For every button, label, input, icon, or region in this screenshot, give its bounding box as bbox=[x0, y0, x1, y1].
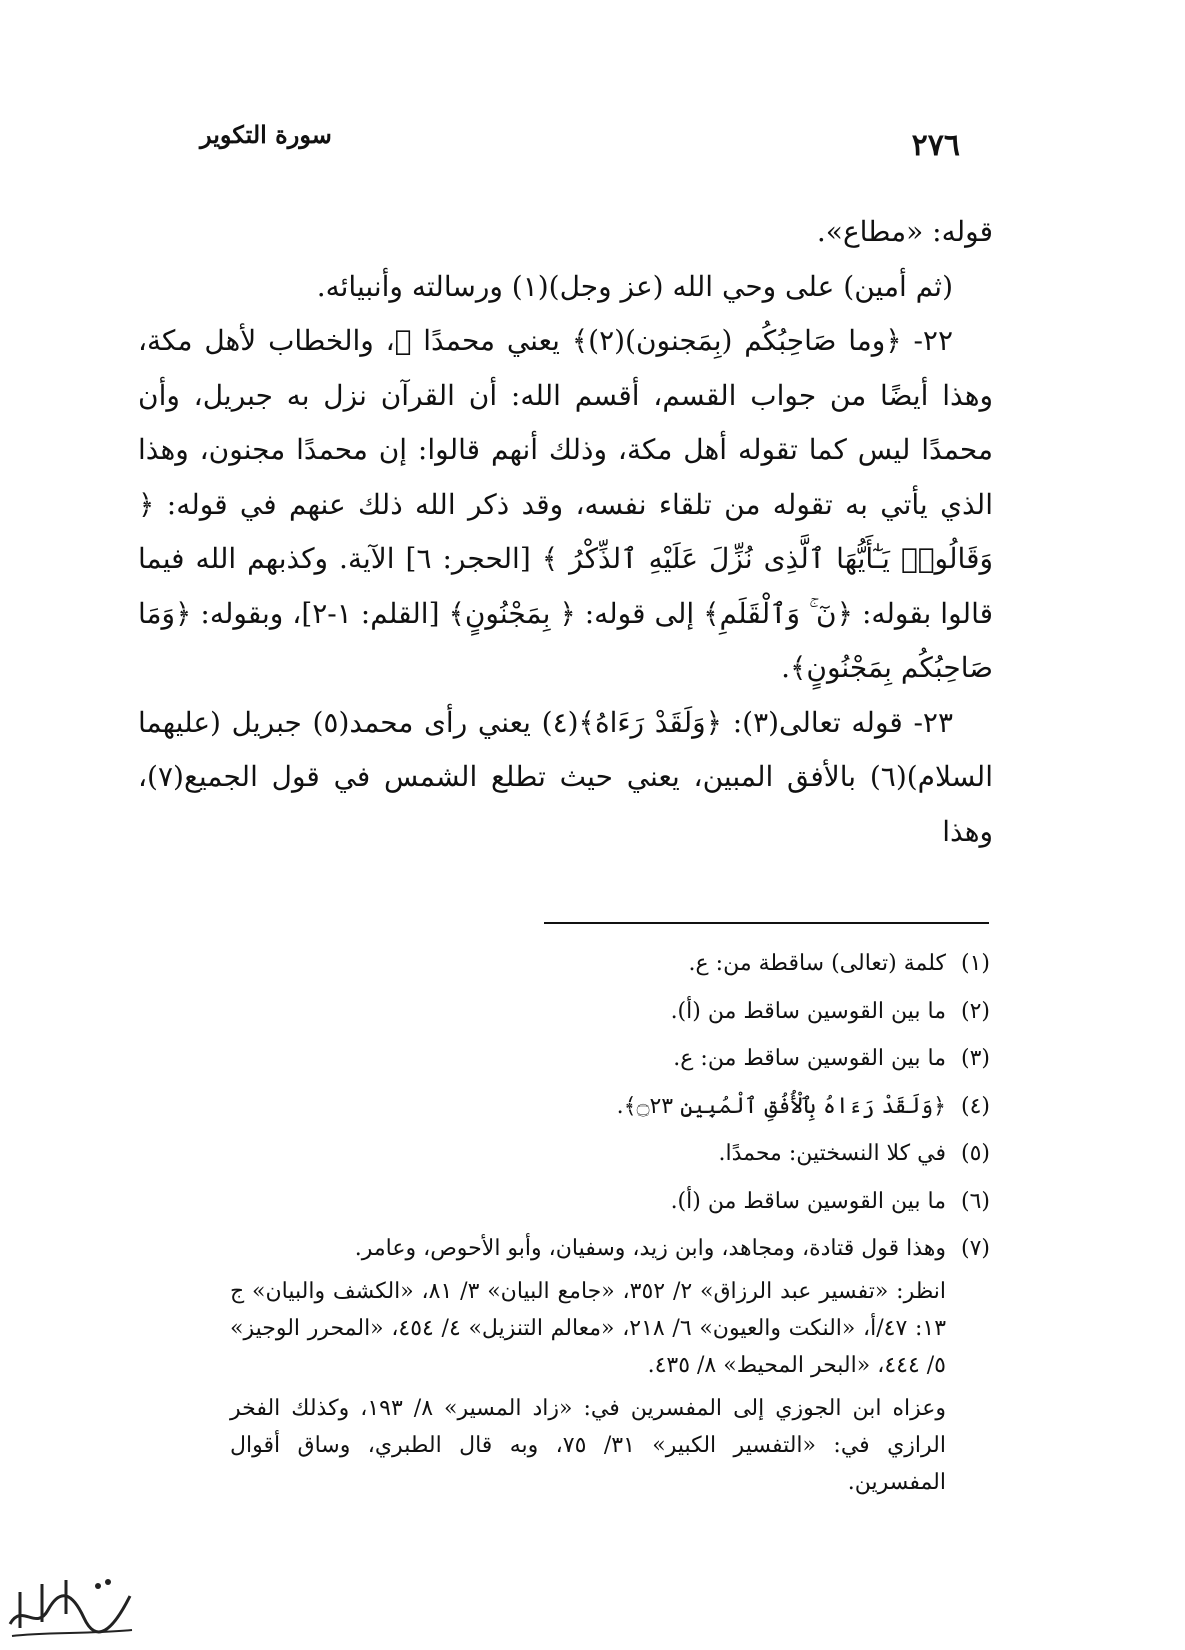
footnote-number: (٣) bbox=[960, 1046, 990, 1071]
footnote-text: وهذا قول قتادة، ومجاهد، وابن زيد، وسفيان، وأبو الأحوص، وعامر. bbox=[354, 1236, 946, 1261]
running-title: سورة التكوير bbox=[200, 120, 332, 149]
footnote-1 bbox=[230, 940, 990, 988]
paragraph-1: قوله: «مطاع». bbox=[816, 215, 993, 248]
publisher-logo bbox=[2, 1562, 140, 1646]
footnote-number: (٤) bbox=[960, 1093, 990, 1119]
footnote-number: (٢) bbox=[960, 998, 990, 1024]
footnote-text: في كلا النسختين: محمدًا. bbox=[718, 1141, 946, 1166]
logo-calligraphy-icon bbox=[2, 1562, 140, 1646]
footnote-7 bbox=[230, 1225, 990, 1501]
paragraph-3: ٢٢- ﴿وما صَاحِبُكُم (بِمَجنون)(٢)﴾ يعني محمدًا ﷺ، والخطاب لأهل مكة، وهذا أيضًا من جواب القسم، أقسم الله: أن القرآن نزل به جبريل، وأن محمدًا ليس كما تقوله أهل مكة، وذلك أنهم قالوا: إن محمدًا مجنون، وهذا الذي يأتي به تقوله من تلقاء نفسه، وقد ذكر الله ذلك عنهم في قوله: ﴿ وَقَالُوا۟ يَـٰٓأَيُّهَا ٱلَّذِى نُزِّلَ عَلَيْهِ ٱلذِّكْرُ ﴾ [الحجر: ٦] الآية. وكذبهم الله فيما قالوا بقوله: ﴿نٓ ۚ وَٱلْقَلَمِ﴾ إلى قوله: ﴿ بِمَجْنُونٍ﴾ [القلم: ١-٢]، وبقوله: ﴿وَمَا صَاحِبُكُم بِمَجْنُونٍ﴾. bbox=[138, 324, 993, 684]
footnote-text: ما بين القوسين ساقط من: ع. bbox=[673, 1046, 946, 1071]
footnote-text-block bbox=[230, 1225, 946, 1501]
footnote-2 bbox=[230, 988, 990, 1036]
footnote-4 bbox=[230, 1083, 990, 1131]
footnote-5 bbox=[230, 1130, 990, 1178]
footnote-number: (٧) bbox=[960, 1236, 990, 1261]
footnotes bbox=[230, 940, 990, 1501]
paragraph-2: (ثم أمين) على وحي الله (عز وجل)(١) ورسالته وأنبيائه. bbox=[316, 269, 953, 303]
paragraph-4: ٢٣- قوله تعالى(٣): ﴿وَلَقَدْ رَءَاهُ﴾(٤) يعني رأى محمد(٥) جبريل (عليهما السلام)(٦) بالأفق المبين، يعني حيث تطلع الشمس في قول الجميع(٧)، وهذا bbox=[138, 705, 993, 848]
footnote-3 bbox=[230, 1035, 990, 1083]
footnote-6 bbox=[230, 1178, 990, 1226]
main-text bbox=[138, 205, 993, 859]
page-number: ٢٧٦ bbox=[911, 128, 960, 163]
footnote-sources: انظر: «تفسير عبد الرزاق» ٢/ ٣٥٢، «جامع البيان» ٣/ ٨١، «الكشف والبيان» ج ١٣: ٤٧/أ، «النكت والعيون» ٦/ ٢١٨، «معالم التنزيل» ٤/ ٤٥٤، «المحرر الوجيز» ٥/ ٤٤٤، «البحر المحيط» ٨/ ٤٣٥. bbox=[230, 1278, 947, 1378]
footnote-divider bbox=[544, 922, 989, 924]
footnote-attribution: وعزاه ابن الجوزي إلى المفسرين في: «زاد المسير» ٨/ ١٩٣، وكذلك الفخر الرازي في: «التفسير الكبير» ٣١/ ٧٥، وبه قال الطبري، وساق أقوال المفسرين. bbox=[230, 1395, 947, 1495]
footnote-number: (١) bbox=[960, 951, 990, 976]
footnote-number: (٥) bbox=[960, 1141, 990, 1166]
footnote-text: ﴿وَلَقَدْ رَءَاهُ بِٱلْأُفُقِ ٱلْمُبِينِ ۝٢٣﴾. bbox=[616, 1093, 946, 1119]
footnote-text: ما بين القوسين ساقط من (أ). bbox=[670, 1188, 946, 1214]
page-header bbox=[200, 110, 980, 170]
footnote-text: ما بين القوسين ساقط من (أ). bbox=[670, 998, 946, 1024]
footnote-number: (٦) bbox=[960, 1188, 990, 1214]
footnote-text: كلمة (تعالى) ساقطة من: ع. bbox=[688, 951, 946, 976]
